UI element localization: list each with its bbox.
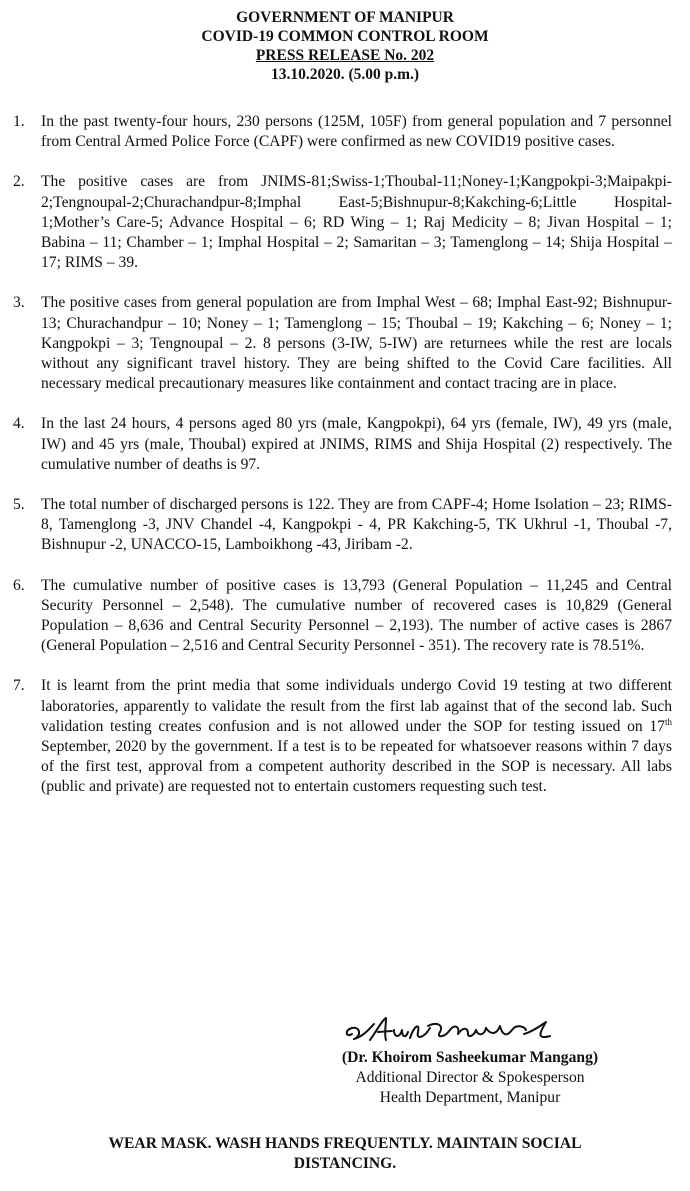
item-text-part2: September, 2020 by the government. If a test is to be repeated for whatsoever reasons within 7 days of the first test, approval from a competent authority described in the SOP is necessary. All labs (public and private) are requested not to entertain customers requesting such test. <box>41 738 672 796</box>
signatory-name: (Dr. Khoirom Sasheekumar Mangang) <box>341 1049 599 1066</box>
signatory-department: Health Department, Manipur <box>379 1089 561 1106</box>
item-text: The cumulative number of positive cases is 13,793 (General Population – 11,245 and Central Security Personnel – 2,548). The cumulative number of recovered cases is 10,829 (General Population – 8,636 and Central Security Personnel – 2,193). The number of active cases is 2867 (General Population – 2,516 and Central Security Personnel - 351). The recovery rate is 78.51%. <box>41 576 672 655</box>
item-number: 5. <box>13 496 25 514</box>
list-item <box>0 293 690 394</box>
item-number: 2. <box>13 173 25 191</box>
item-number: 4. <box>13 415 25 433</box>
item-text-part1: It is learnt from the print media that some individuals undergo Covid 19 testing at two different laboratories, apparently to validate the result from the first lab against that of the second lab. Such validation testing creates confusion and is not allowed under the SOP for testing issued on 17 <box>41 677 672 735</box>
item-number: 7. <box>13 677 25 695</box>
document-header <box>0 0 690 84</box>
numbered-list <box>0 112 690 798</box>
footer-line-1: WEAR MASK. WASH HANDS FREQUENTLY. MAINTAIN SOCIAL <box>108 1135 582 1152</box>
list-item <box>0 676 690 797</box>
signatory-designation: Additional Director & Spokesperson <box>355 1069 585 1086</box>
list-item <box>0 112 690 152</box>
header-government: GOVERNMENT OF MANIPUR <box>236 9 454 26</box>
item-text: In the last 24 hours, 4 persons aged 80 yrs (male, Kangpokpi), 64 yrs (female, IW), 49 yrs (male, IW) and 45 yrs (male, Thoubal) expired at JNIMS, RIMS and Shija Hospital (2) respectively. The cumulative number of deaths is 97. <box>41 415 672 473</box>
list-item <box>0 495 690 556</box>
header-date: 13.10.2020. (5.00 p.m.) <box>270 66 420 83</box>
item-text: The positive cases are from JNIMS-81;Swiss-1;Thoubal-11;Noney-1;Kangpokpi-3;Maipakpi-2;Tengnoupal-2;Churachandpur-8;Imphal East-5;Bishnupur-8;Kakching-6;Little Hospital-1;Mother’s Care-5; Advance Hospital – 6; RD Wing – 1; Raj Medicity – 8; Jivan Hospital – 1; Babina – 11; Chamber – 1; Imphal Hospital – 2; Samaritan – 3; Tamenglong – 14; Shija Hospital – 17; RIMS – 39. <box>41 173 672 272</box>
header-control-room: COVID-19 COMMON CONTROL ROOM <box>201 28 489 45</box>
item-text: The positive cases from general population are from Imphal West – 68; Imphal East-92; Bishnupur-13; Churachandpur – 10; Noney – 1; Tamenglong – 15; Thoubal – 19; Kakching – 6; Noney – 1; Kangpokpi – 3; Tengnoupal – 2. 8 persons (3-IW, 5-IW) are returnees while the rest are locals without any significant travel history. They are being shifted to the Covid Care facilities. All necessary medical precautionary measures like containment and contact tracing are in place. <box>41 294 672 393</box>
signatory-block <box>300 1048 640 1108</box>
footer-line-2: DISTANCING. <box>293 1155 397 1172</box>
item-number: 3. <box>13 294 25 312</box>
handwritten-signature <box>340 1012 570 1046</box>
item-text: In the past twenty-four hours, 230 persons (125M, 105F) from general population and 7 personnel from Central Armed Police Force (CAPF) were confirmed as new COVID19 positive cases. <box>41 113 672 151</box>
list-item <box>0 414 690 475</box>
list-item <box>0 576 690 657</box>
ordinal-superscript: th <box>664 716 672 727</box>
item-number: 6. <box>13 576 25 594</box>
list-item <box>0 172 690 273</box>
item-number: 1. <box>13 113 25 130</box>
footer-slogan <box>0 1134 690 1174</box>
item-text: The total number of discharged persons is 122. They are from CAPF-4; Home Isolation – 23; RIMS-8, Tamenglong -3, JNV Chandel -4, Kangpokpi - 4, PR Kakching-5, TK Ukhrul -1, Thoubal -7, Bishnupur -2, UNACCO-15, Lamboikhong -43, Jiribam -2. <box>41 496 672 554</box>
header-press-release-number: PRESS RELEASE No. 202 <box>255 47 435 64</box>
